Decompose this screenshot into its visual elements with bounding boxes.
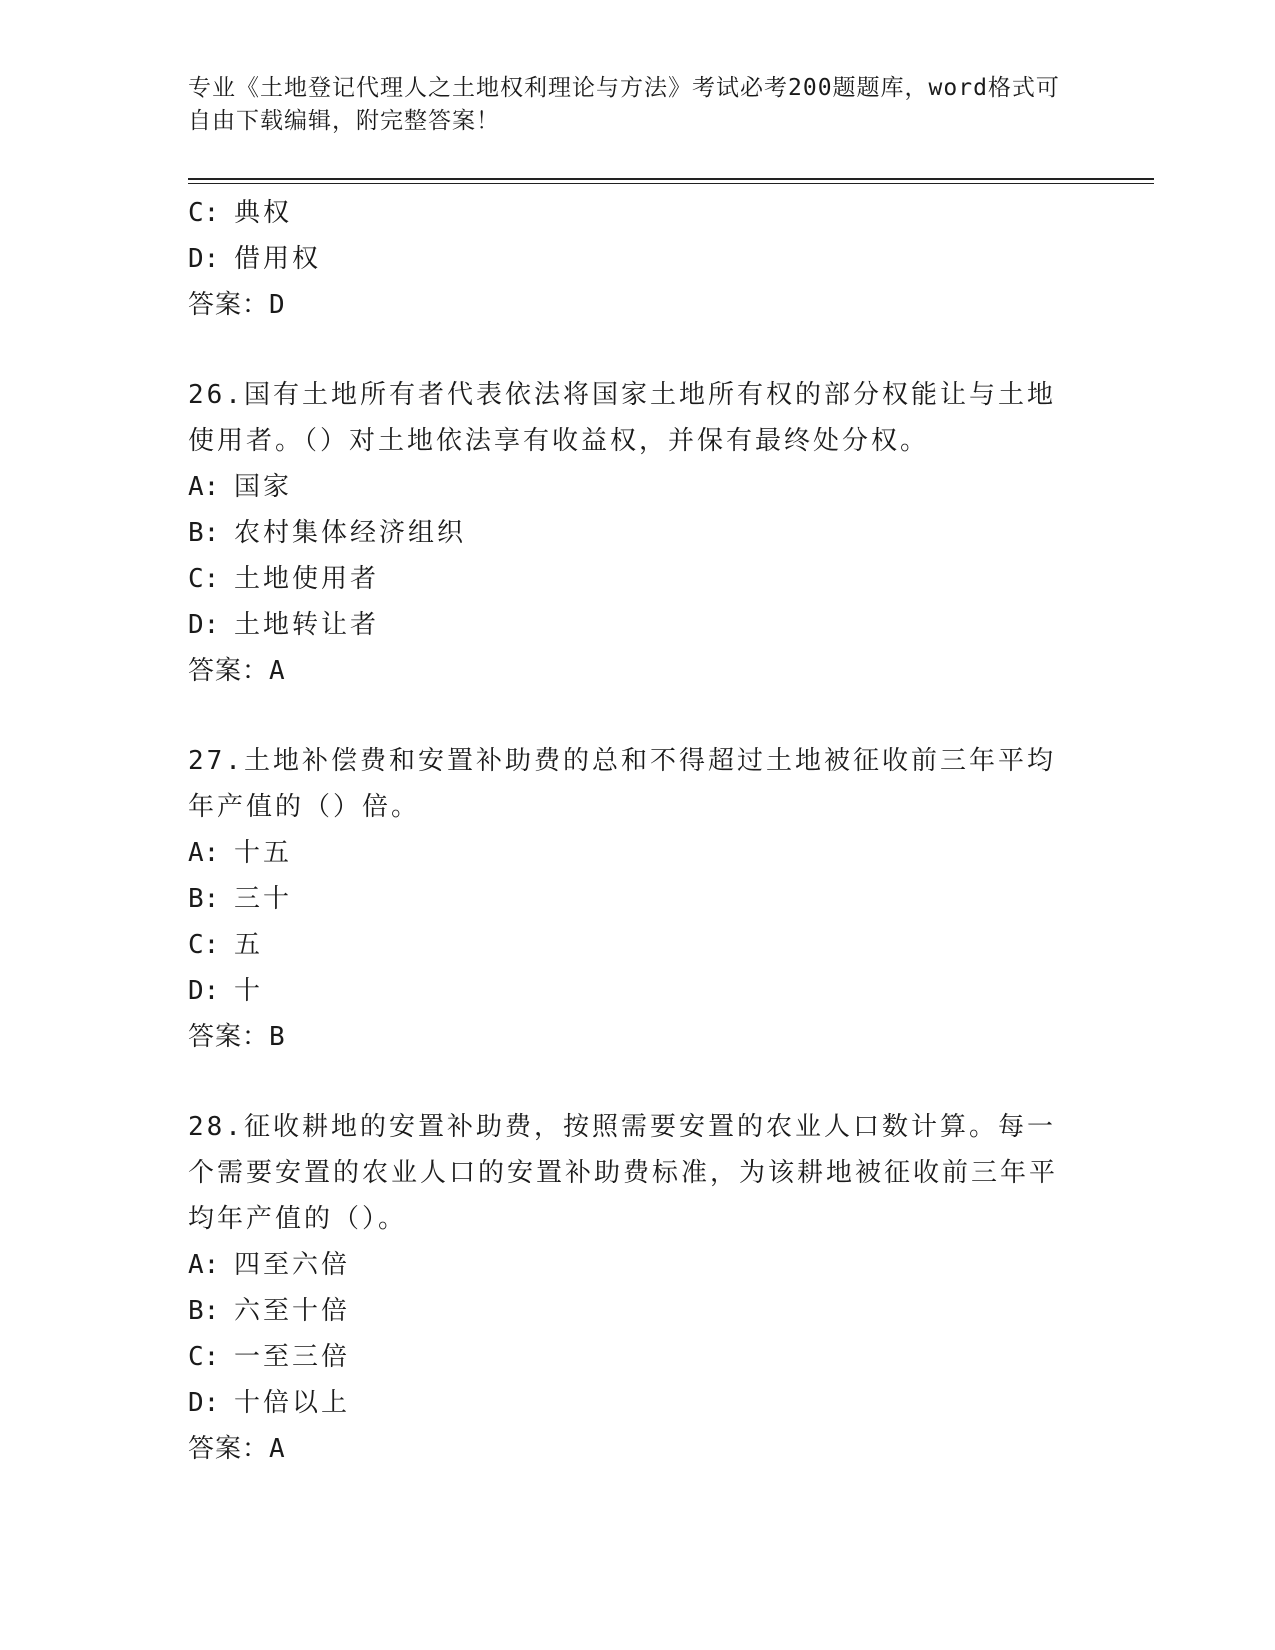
option-text: 十五 [234, 838, 293, 868]
option-text: 典权 [234, 198, 293, 228]
option-letter: A: [188, 838, 220, 868]
answer-line [188, 648, 1088, 694]
option-letter: B: [188, 518, 220, 548]
option-letter: B: [188, 884, 220, 914]
option-letter: A: [188, 1250, 220, 1280]
option-text: 国家 [234, 472, 293, 502]
option-a [188, 830, 1088, 876]
answer-value: A [269, 656, 286, 686]
document-body [188, 190, 1088, 1472]
answer-label: 答案： [188, 1434, 270, 1464]
option-c [188, 922, 1088, 968]
option-b [188, 510, 1088, 556]
option-text: 五 [234, 930, 264, 960]
answer-label: 答案： [188, 1022, 270, 1052]
option-text: 十 [234, 976, 264, 1006]
answer-value: D [269, 290, 286, 320]
option-c [188, 190, 1088, 236]
option-text: 农村集体经济组织 [234, 518, 467, 548]
question-continued [188, 190, 1088, 328]
option-text: 一至三倍 [234, 1342, 351, 1372]
option-b [188, 1288, 1088, 1334]
option-letter: C: [188, 564, 220, 594]
option-text: 六至十倍 [234, 1296, 351, 1326]
option-text: 土地转让者 [234, 610, 380, 640]
option-text: 十倍以上 [234, 1388, 351, 1418]
question-28 [188, 1104, 1088, 1472]
document-header: 专业《土地登记代理人之土地权利理论与方法》考试必考200题题库，word格式可自由下载编辑，附完整答案！ [188, 75, 1060, 134]
answer-label: 答案： [188, 290, 270, 320]
option-d [188, 1380, 1088, 1426]
option-text: 借用权 [234, 244, 322, 274]
option-letter: C: [188, 930, 220, 960]
option-d [188, 236, 1088, 282]
option-a [188, 1242, 1088, 1288]
option-text: 三十 [234, 884, 293, 914]
answer-line [188, 1426, 1088, 1472]
option-letter: D: [188, 244, 220, 274]
option-c [188, 1334, 1088, 1380]
option-text: 四至六倍 [234, 1250, 351, 1280]
option-letter: B: [188, 1296, 220, 1326]
question-26 [188, 372, 1088, 694]
option-c [188, 556, 1088, 602]
question-stem: 28.征收耕地的安置补助费，按照需要安置的农业人口数计算。每一个需要安置的农业人口的安置补助费标准，为该耕地被征收前三年平均年产值的（）。 [188, 1112, 1059, 1234]
option-letter: D: [188, 610, 220, 640]
answer-value: B [269, 1022, 286, 1052]
option-letter: A: [188, 472, 220, 502]
option-letter: C: [188, 1342, 220, 1372]
option-letter: D: [188, 1388, 220, 1418]
question-stem: 26.国有土地所有者代表依法将国家土地所有权的部分权能让与土地使用者。（）对土地依法享有收益权，并保有最终处分权。 [188, 380, 1056, 456]
option-b [188, 876, 1088, 922]
answer-line [188, 282, 1088, 328]
option-d [188, 602, 1088, 648]
option-letter: C: [188, 198, 220, 228]
header-rule-thick [188, 178, 1154, 180]
option-a [188, 464, 1088, 510]
option-letter: D: [188, 976, 220, 1006]
option-text: 土地使用者 [234, 564, 380, 594]
question-stem: 27.土地补偿费和安置补助费的总和不得超过土地被征收前三年平均年产值的（）倍。 [188, 746, 1056, 822]
answer-value: A [269, 1434, 286, 1464]
answer-label: 答案： [188, 656, 270, 686]
option-d [188, 968, 1088, 1014]
answer-line [188, 1014, 1088, 1060]
question-27 [188, 738, 1088, 1060]
header-rule-thin [188, 183, 1154, 184]
